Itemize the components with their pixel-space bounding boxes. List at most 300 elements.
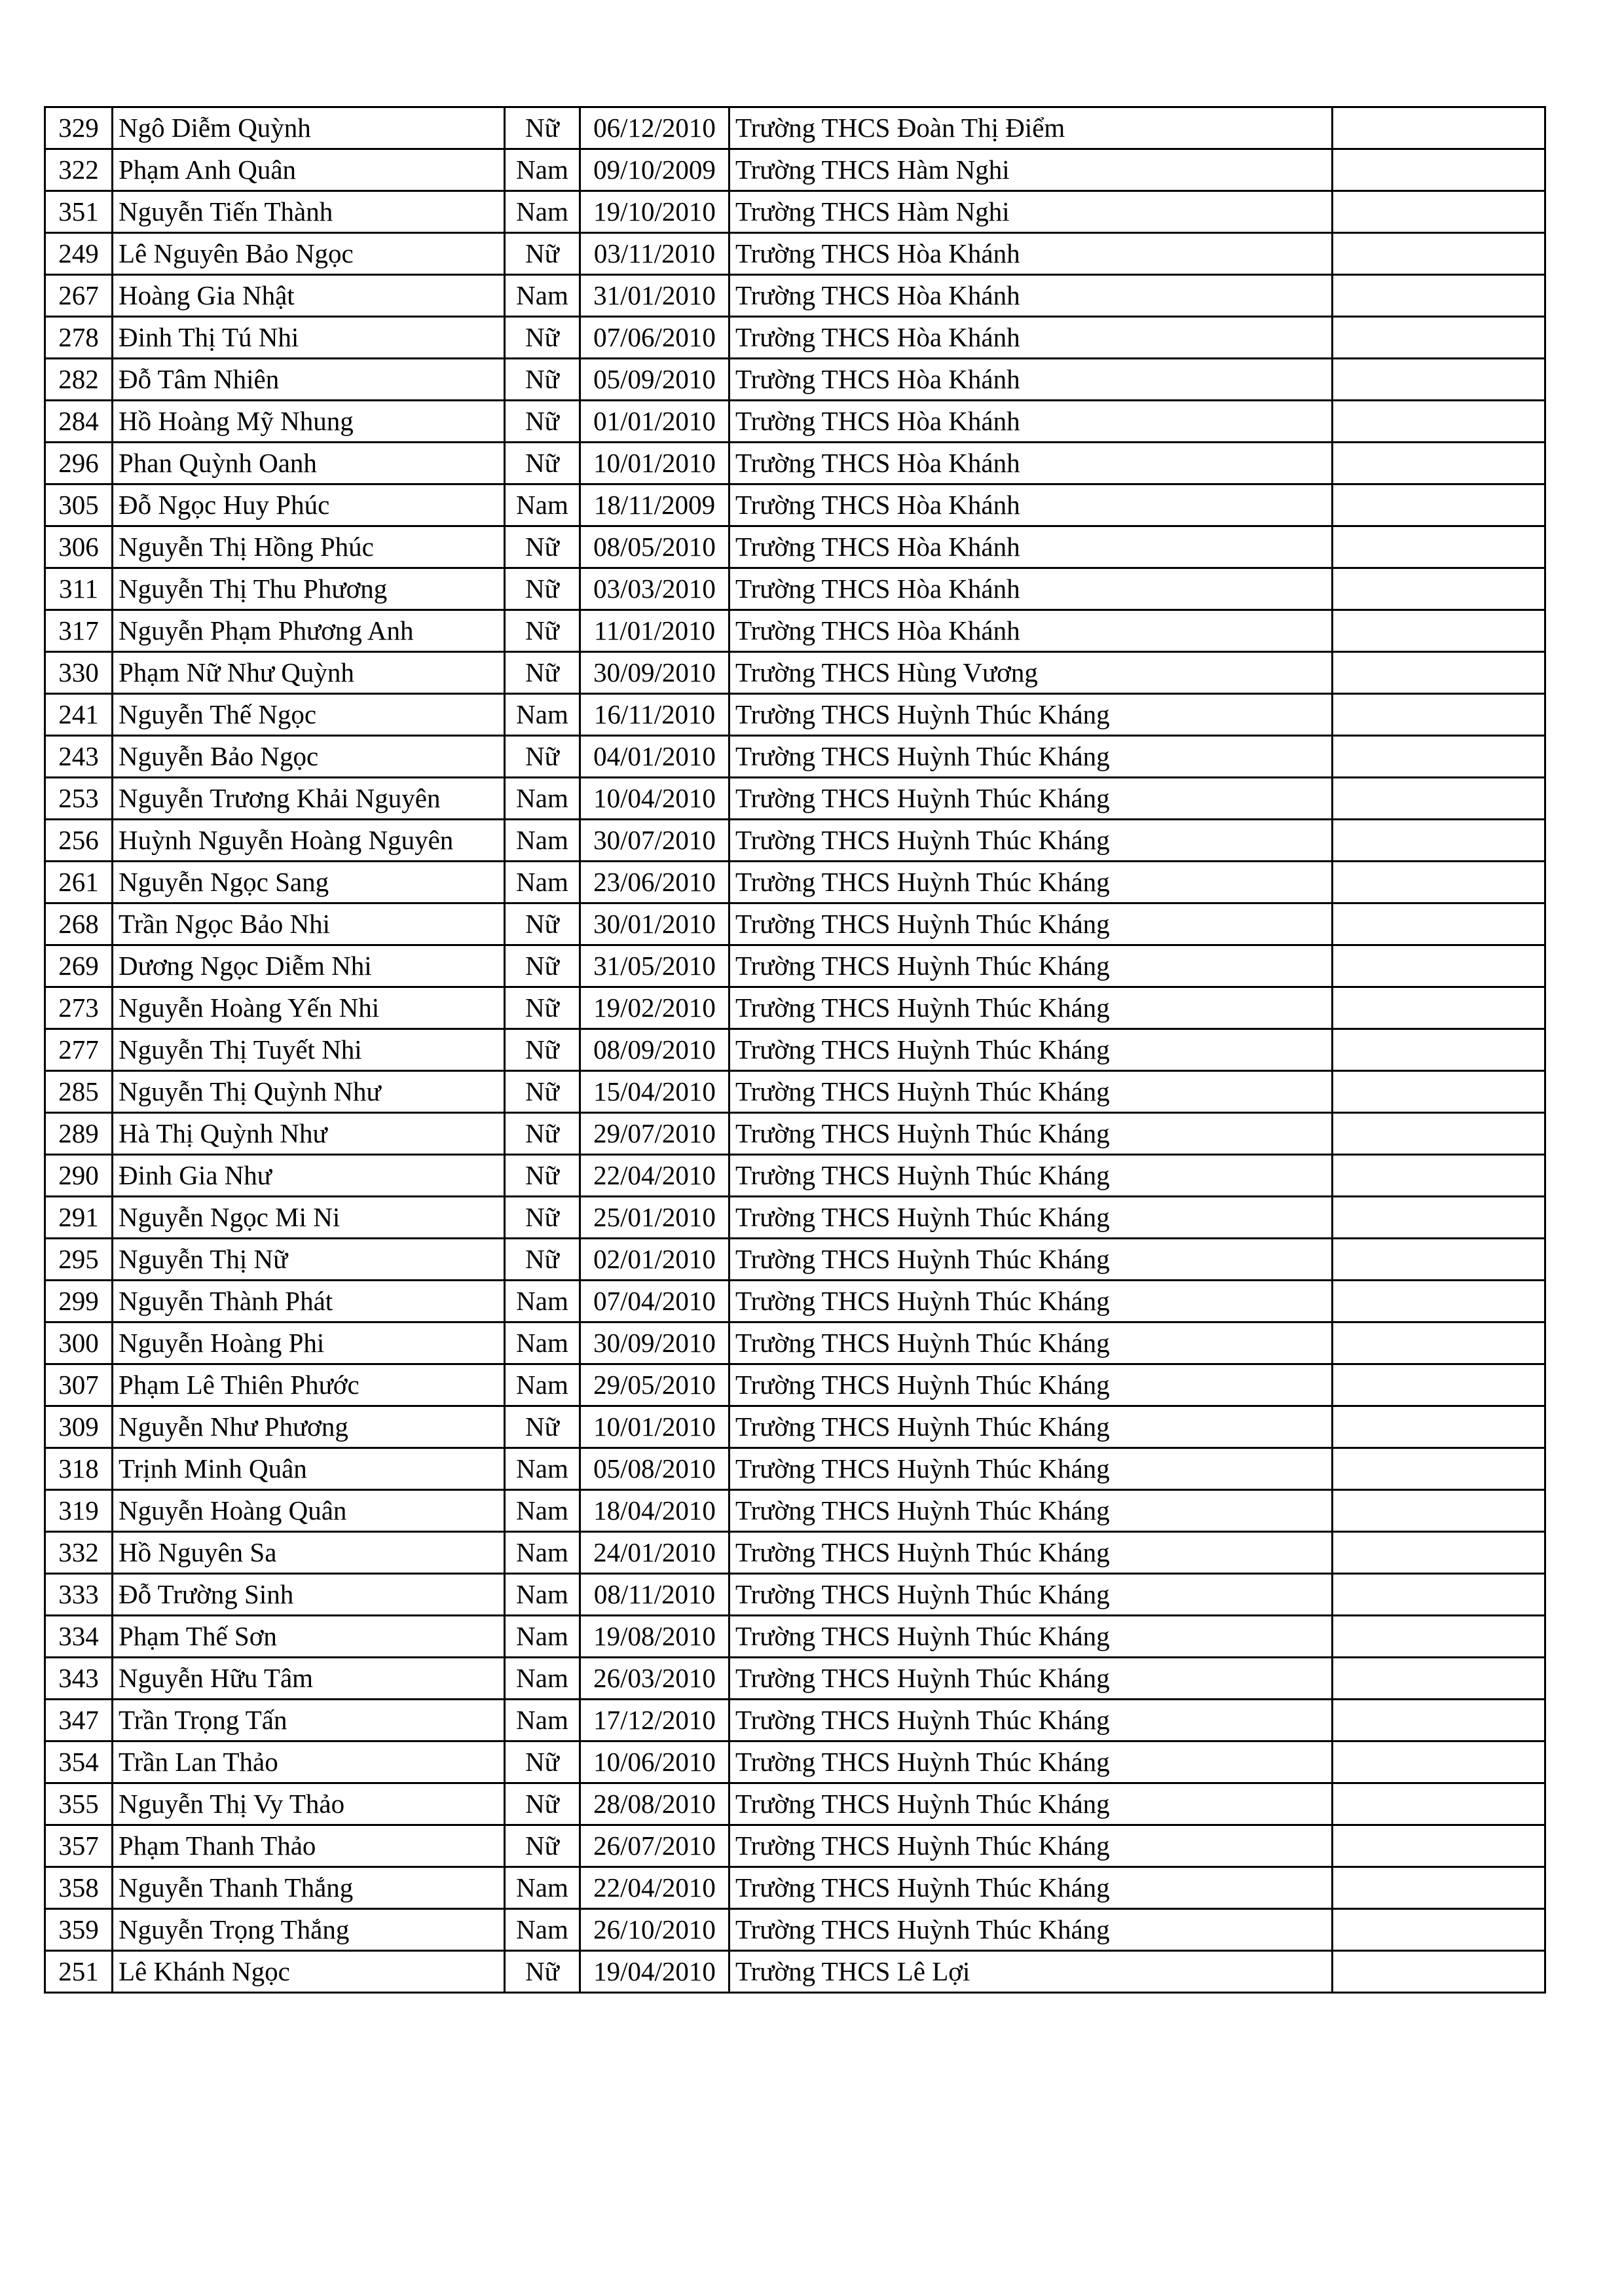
student-gender: Nữ	[505, 1783, 580, 1825]
student-birthdate: 17/12/2010	[580, 1700, 729, 1741]
student-name: Trần Lan Thảo	[113, 1741, 505, 1783]
student-note	[1333, 736, 1545, 778]
student-note	[1333, 1825, 1545, 1867]
student-school: Trường THCS Lê Lợi	[729, 1951, 1333, 1993]
row-number: 343	[45, 1658, 113, 1700]
student-birthdate: 18/04/2010	[580, 1490, 729, 1532]
student-birthdate: 10/04/2010	[580, 778, 729, 820]
student-note	[1333, 778, 1545, 820]
student-note	[1333, 694, 1545, 736]
student-gender: Nữ	[505, 1197, 580, 1239]
student-name: Nguyễn Hoàng Phi	[113, 1322, 505, 1364]
student-name: Nguyễn Thanh Thắng	[113, 1867, 505, 1909]
student-name: Nguyễn Trương Khải Nguyên	[113, 778, 505, 820]
row-number: 319	[45, 1490, 113, 1532]
student-gender: Nữ	[505, 359, 580, 401]
row-number: 277	[45, 1029, 113, 1071]
row-number: 306	[45, 526, 113, 568]
table-row	[45, 359, 1545, 401]
student-note	[1333, 149, 1545, 191]
student-birthdate: 19/08/2010	[580, 1616, 729, 1658]
student-birthdate: 30/01/2010	[580, 903, 729, 945]
student-school: Trường THCS Huỳnh Thúc Kháng	[729, 1406, 1333, 1448]
student-name: Trần Trọng Tấn	[113, 1700, 505, 1741]
student-gender: Nữ	[505, 1113, 580, 1155]
row-number: 296	[45, 443, 113, 484]
row-number: 354	[45, 1741, 113, 1783]
student-gender: Nam	[505, 149, 580, 191]
student-school: Trường THCS Huỳnh Thúc Kháng	[729, 945, 1333, 987]
student-gender: Nữ	[505, 401, 580, 443]
student-gender: Nữ	[505, 1155, 580, 1197]
student-note	[1333, 1658, 1545, 1700]
student-name: Hoàng Gia Nhật	[113, 275, 505, 317]
row-number: 243	[45, 736, 113, 778]
table-row	[45, 401, 1545, 443]
student-school: Trường THCS Huỳnh Thúc Kháng	[729, 987, 1333, 1029]
student-school: Trường THCS Hòa Khánh	[729, 610, 1333, 652]
student-name: Phạm Thế Sơn	[113, 1616, 505, 1658]
student-gender: Nam	[505, 1700, 580, 1741]
table-row	[45, 526, 1545, 568]
student-name: Nguyễn Phạm Phương Anh	[113, 610, 505, 652]
student-gender: Nữ	[505, 610, 580, 652]
row-number: 299	[45, 1281, 113, 1322]
student-gender: Nam	[505, 484, 580, 526]
student-gender: Nam	[505, 694, 580, 736]
student-gender: Nữ	[505, 736, 580, 778]
student-school: Trường THCS Hòa Khánh	[729, 275, 1333, 317]
student-note	[1333, 1113, 1545, 1155]
student-birthdate: 03/03/2010	[580, 568, 729, 610]
student-school: Trường THCS Huỳnh Thúc Kháng	[729, 778, 1333, 820]
student-school: Trường THCS Hòa Khánh	[729, 484, 1333, 526]
row-number: 358	[45, 1867, 113, 1909]
table-row	[45, 903, 1545, 945]
student-birthdate: 19/10/2010	[580, 191, 729, 233]
student-name: Đỗ Trường Sinh	[113, 1574, 505, 1616]
student-name: Đinh Thị Tú Nhi	[113, 317, 505, 359]
student-note	[1333, 1197, 1545, 1239]
table-row	[45, 191, 1545, 233]
row-number: 282	[45, 359, 113, 401]
student-note	[1333, 1700, 1545, 1741]
student-school: Trường THCS Hòa Khánh	[729, 317, 1333, 359]
table-row	[45, 778, 1545, 820]
student-gender: Nam	[505, 191, 580, 233]
student-name: Nguyễn Tiến Thành	[113, 191, 505, 233]
student-note	[1333, 652, 1545, 694]
student-gender: Nữ	[505, 443, 580, 484]
student-note	[1333, 401, 1545, 443]
student-gender: Nữ	[505, 1951, 580, 1993]
row-number: 268	[45, 903, 113, 945]
student-name: Phạm Nữ Như Quỳnh	[113, 652, 505, 694]
table-row	[45, 945, 1545, 987]
student-school: Trường THCS Huỳnh Thúc Kháng	[729, 1867, 1333, 1909]
student-name: Nguyễn Thị Quỳnh Như	[113, 1071, 505, 1113]
row-number: 253	[45, 778, 113, 820]
row-number: 295	[45, 1239, 113, 1281]
student-birthdate: 22/04/2010	[580, 1155, 729, 1197]
student-note	[1333, 359, 1545, 401]
student-school: Trường THCS Hòa Khánh	[729, 568, 1333, 610]
student-birthdate: 19/02/2010	[580, 987, 729, 1029]
student-school: Trường THCS Huỳnh Thúc Kháng	[729, 1155, 1333, 1197]
student-name: Nguyễn Trọng Thắng	[113, 1909, 505, 1951]
student-gender: Nữ	[505, 1029, 580, 1071]
table-row	[45, 1448, 1545, 1490]
student-birthdate: 15/04/2010	[580, 1071, 729, 1113]
student-name: Phan Quỳnh Oanh	[113, 443, 505, 484]
student-birthdate: 30/09/2010	[580, 652, 729, 694]
table-row	[45, 1239, 1545, 1281]
student-birthdate: 11/01/2010	[580, 610, 729, 652]
row-number: 318	[45, 1448, 113, 1490]
student-gender: Nam	[505, 1281, 580, 1322]
student-birthdate: 19/04/2010	[580, 1951, 729, 1993]
student-note	[1333, 1071, 1545, 1113]
student-school: Trường THCS Hàm Nghi	[729, 149, 1333, 191]
row-number: 285	[45, 1071, 113, 1113]
student-name: Ngô Diễm Quỳnh	[113, 107, 505, 149]
table-row	[45, 1281, 1545, 1322]
table-row	[45, 1867, 1545, 1909]
table-row	[45, 107, 1545, 149]
table-row	[45, 1364, 1545, 1406]
student-school: Trường THCS Huỳnh Thúc Kháng	[729, 1029, 1333, 1071]
student-note	[1333, 1448, 1545, 1490]
student-note	[1333, 1490, 1545, 1532]
student-school: Trường THCS Huỳnh Thúc Kháng	[729, 1364, 1333, 1406]
student-name: Đinh Gia Như	[113, 1155, 505, 1197]
table-row	[45, 1532, 1545, 1574]
student-note	[1333, 443, 1545, 484]
student-gender: Nam	[505, 1658, 580, 1700]
student-birthdate: 31/05/2010	[580, 945, 729, 987]
student-gender: Nam	[505, 1532, 580, 1574]
student-gender: Nữ	[505, 987, 580, 1029]
student-school: Trường THCS Huỳnh Thúc Kháng	[729, 1574, 1333, 1616]
student-school: Trường THCS Hòa Khánh	[729, 443, 1333, 484]
student-name: Nguyễn Bảo Ngọc	[113, 736, 505, 778]
student-name: Huỳnh Nguyễn Hoàng Nguyên	[113, 820, 505, 862]
student-note	[1333, 903, 1545, 945]
student-school: Trường THCS Huỳnh Thúc Kháng	[729, 1281, 1333, 1322]
student-birthdate: 01/01/2010	[580, 401, 729, 443]
table-row	[45, 1700, 1545, 1741]
student-school: Trường THCS Huỳnh Thúc Kháng	[729, 1071, 1333, 1113]
student-note	[1333, 526, 1545, 568]
row-number: 284	[45, 401, 113, 443]
student-name: Nguyễn Ngọc Mi Ni	[113, 1197, 505, 1239]
student-gender: Nam	[505, 1616, 580, 1658]
student-gender: Nam	[505, 1364, 580, 1406]
student-school: Trường THCS Huỳnh Thúc Kháng	[729, 1322, 1333, 1364]
table-row	[45, 568, 1545, 610]
student-birthdate: 03/11/2010	[580, 233, 729, 275]
student-school: Trường THCS Huỳnh Thúc Kháng	[729, 1825, 1333, 1867]
row-number: 261	[45, 862, 113, 903]
student-gender: Nam	[505, 1574, 580, 1616]
student-school: Trường THCS Huỳnh Thúc Kháng	[729, 1239, 1333, 1281]
student-name: Đỗ Tâm Nhiên	[113, 359, 505, 401]
student-birthdate: 23/06/2010	[580, 862, 729, 903]
row-number: 251	[45, 1951, 113, 1993]
row-number: 357	[45, 1825, 113, 1867]
student-note	[1333, 1406, 1545, 1448]
student-gender: Nữ	[505, 233, 580, 275]
student-name: Trịnh Minh Quân	[113, 1448, 505, 1490]
row-number: 334	[45, 1616, 113, 1658]
student-gender: Nam	[505, 1322, 580, 1364]
student-note	[1333, 1741, 1545, 1783]
row-number: 332	[45, 1532, 113, 1574]
row-number: 273	[45, 987, 113, 1029]
student-school: Trường THCS Hòa Khánh	[729, 401, 1333, 443]
table-row	[45, 736, 1545, 778]
student-note	[1333, 862, 1545, 903]
table-row	[45, 317, 1545, 359]
student-note	[1333, 317, 1545, 359]
student-gender: Nữ	[505, 568, 580, 610]
student-gender: Nam	[505, 778, 580, 820]
student-school: Trường THCS Huỳnh Thúc Kháng	[729, 862, 1333, 903]
student-birthdate: 30/09/2010	[580, 1322, 729, 1364]
student-note	[1333, 1281, 1545, 1322]
table-row	[45, 1113, 1545, 1155]
student-note	[1333, 1029, 1545, 1071]
student-school: Trường THCS Huỳnh Thúc Kháng	[729, 820, 1333, 862]
student-note	[1333, 275, 1545, 317]
table-row	[45, 1616, 1545, 1658]
student-birthdate: 09/10/2009	[580, 149, 729, 191]
student-name: Nguyễn Thị Tuyết Nhi	[113, 1029, 505, 1071]
student-gender: Nữ	[505, 945, 580, 987]
student-birthdate: 07/04/2010	[580, 1281, 729, 1322]
student-name: Nguyễn Hoàng Quân	[113, 1490, 505, 1532]
row-number: 300	[45, 1322, 113, 1364]
student-school: Trường THCS Hùng Vương	[729, 652, 1333, 694]
student-birthdate: 06/12/2010	[580, 107, 729, 149]
student-gender: Nữ	[505, 526, 580, 568]
table-row	[45, 1029, 1545, 1071]
student-gender: Nam	[505, 1909, 580, 1951]
student-note	[1333, 1364, 1545, 1406]
table-row	[45, 1322, 1545, 1364]
student-gender: Nam	[505, 1867, 580, 1909]
student-note	[1333, 610, 1545, 652]
table-row	[45, 1155, 1545, 1197]
student-name: Lê Khánh Ngọc	[113, 1951, 505, 1993]
student-name: Nguyễn Hoàng Yến Nhi	[113, 987, 505, 1029]
student-birthdate: 10/01/2010	[580, 1406, 729, 1448]
row-number: 330	[45, 652, 113, 694]
student-school: Trường THCS Huỳnh Thúc Kháng	[729, 1700, 1333, 1741]
student-school: Trường THCS Huỳnh Thúc Kháng	[729, 1448, 1333, 1490]
student-name: Hồ Hoàng Mỹ Nhung	[113, 401, 505, 443]
student-name: Dương Ngọc Diễm Nhi	[113, 945, 505, 987]
student-note	[1333, 987, 1545, 1029]
student-gender: Nữ	[505, 652, 580, 694]
row-number: 307	[45, 1364, 113, 1406]
roster-body	[45, 107, 1545, 1993]
student-birthdate: 26/03/2010	[580, 1658, 729, 1700]
row-number: 347	[45, 1700, 113, 1741]
student-school: Trường THCS Huỳnh Thúc Kháng	[729, 1741, 1333, 1783]
student-gender: Nữ	[505, 107, 580, 149]
table-row	[45, 233, 1545, 275]
row-number: 317	[45, 610, 113, 652]
student-note	[1333, 1239, 1545, 1281]
student-school: Trường THCS Huỳnh Thúc Kháng	[729, 1616, 1333, 1658]
student-birthdate: 26/10/2010	[580, 1909, 729, 1951]
student-school: Trường THCS Huỳnh Thúc Kháng	[729, 1197, 1333, 1239]
student-school: Trường THCS Huỳnh Thúc Kháng	[729, 694, 1333, 736]
table-row	[45, 1825, 1545, 1867]
row-number: 359	[45, 1909, 113, 1951]
student-school: Trường THCS Huỳnh Thúc Kháng	[729, 1113, 1333, 1155]
student-note	[1333, 1155, 1545, 1197]
student-gender: Nữ	[505, 317, 580, 359]
table-row	[45, 443, 1545, 484]
student-birthdate: 02/01/2010	[580, 1239, 729, 1281]
table-row	[45, 1406, 1545, 1448]
student-birthdate: 26/07/2010	[580, 1825, 729, 1867]
student-birthdate: 08/09/2010	[580, 1029, 729, 1071]
row-number: 256	[45, 820, 113, 862]
student-birthdate: 18/11/2009	[580, 484, 729, 526]
student-birthdate: 10/06/2010	[580, 1741, 729, 1783]
student-name: Hà Thị Quỳnh Như	[113, 1113, 505, 1155]
student-name: Nguyễn Thị Thu Phương	[113, 568, 505, 610]
student-birthdate: 07/06/2010	[580, 317, 729, 359]
row-number: 267	[45, 275, 113, 317]
student-school: Trường THCS Hòa Khánh	[729, 233, 1333, 275]
student-birthdate: 08/11/2010	[580, 1574, 729, 1616]
student-gender: Nữ	[505, 1406, 580, 1448]
student-name: Nguyễn Thị Vy Thảo	[113, 1783, 505, 1825]
row-number: 269	[45, 945, 113, 987]
student-note	[1333, 568, 1545, 610]
student-note	[1333, 945, 1545, 987]
student-name: Nguyễn Thị Hồng Phúc	[113, 526, 505, 568]
student-note	[1333, 1951, 1545, 1993]
student-school: Trường THCS Huỳnh Thúc Kháng	[729, 1909, 1333, 1951]
table-row	[45, 1574, 1545, 1616]
table-row	[45, 149, 1545, 191]
row-number: 351	[45, 191, 113, 233]
student-note	[1333, 1532, 1545, 1574]
row-number: 241	[45, 694, 113, 736]
student-birthdate: 05/08/2010	[580, 1448, 729, 1490]
student-gender: Nam	[505, 275, 580, 317]
row-number: 309	[45, 1406, 113, 1448]
student-note	[1333, 820, 1545, 862]
table-row	[45, 694, 1545, 736]
student-birthdate: 31/01/2010	[580, 275, 729, 317]
row-number: 322	[45, 149, 113, 191]
student-name: Phạm Lê Thiên Phước	[113, 1364, 505, 1406]
student-name: Nguyễn Thành Phát	[113, 1281, 505, 1322]
student-note	[1333, 233, 1545, 275]
student-name: Nguyễn Thế Ngọc	[113, 694, 505, 736]
row-number: 290	[45, 1155, 113, 1197]
student-school: Trường THCS Huỳnh Thúc Kháng	[729, 903, 1333, 945]
student-note	[1333, 191, 1545, 233]
student-note	[1333, 1783, 1545, 1825]
row-number: 289	[45, 1113, 113, 1155]
student-roster-table	[44, 106, 1546, 1994]
student-birthdate: 25/01/2010	[580, 1197, 729, 1239]
table-row	[45, 1783, 1545, 1825]
student-birthdate: 28/08/2010	[580, 1783, 729, 1825]
student-school: Trường THCS Huỳnh Thúc Kháng	[729, 736, 1333, 778]
student-school: Trường THCS Huỳnh Thúc Kháng	[729, 1658, 1333, 1700]
student-note	[1333, 1616, 1545, 1658]
student-note	[1333, 484, 1545, 526]
student-school: Trường THCS Huỳnh Thúc Kháng	[729, 1532, 1333, 1574]
row-number: 333	[45, 1574, 113, 1616]
table-row	[45, 1909, 1545, 1951]
student-school: Trường THCS Hòa Khánh	[729, 526, 1333, 568]
student-gender: Nam	[505, 1490, 580, 1532]
table-row	[45, 652, 1545, 694]
student-note	[1333, 1867, 1545, 1909]
student-gender: Nam	[505, 1448, 580, 1490]
student-note	[1333, 1322, 1545, 1364]
student-birthdate: 30/07/2010	[580, 820, 729, 862]
table-row	[45, 862, 1545, 903]
student-birthdate: 04/01/2010	[580, 736, 729, 778]
row-number: 249	[45, 233, 113, 275]
table-row	[45, 1741, 1545, 1783]
table-row	[45, 820, 1545, 862]
table-row	[45, 1490, 1545, 1532]
student-name: Nguyễn Như Phương	[113, 1406, 505, 1448]
student-name: Nguyễn Ngọc Sang	[113, 862, 505, 903]
student-name: Đỗ Ngọc Huy Phúc	[113, 484, 505, 526]
student-gender: Nữ	[505, 1071, 580, 1113]
row-number: 278	[45, 317, 113, 359]
student-birthdate: 29/07/2010	[580, 1113, 729, 1155]
student-note	[1333, 107, 1545, 149]
student-school: Trường THCS Đoàn Thị Điểm	[729, 107, 1333, 149]
table-row	[45, 1951, 1545, 1993]
student-name: Nguyễn Hữu Tâm	[113, 1658, 505, 1700]
student-birthdate: 22/04/2010	[580, 1867, 729, 1909]
row-number: 311	[45, 568, 113, 610]
student-school: Trường THCS Hòa Khánh	[729, 359, 1333, 401]
student-birthdate: 29/05/2010	[580, 1364, 729, 1406]
row-number: 329	[45, 107, 113, 149]
student-name: Lê Nguyên Bảo Ngọc	[113, 233, 505, 275]
table-row	[45, 1197, 1545, 1239]
row-number: 355	[45, 1783, 113, 1825]
student-birthdate: 05/09/2010	[580, 359, 729, 401]
student-note	[1333, 1909, 1545, 1951]
student-birthdate: 08/05/2010	[580, 526, 729, 568]
student-school: Trường THCS Hàm Nghi	[729, 191, 1333, 233]
student-name: Trần Ngọc Bảo Nhi	[113, 903, 505, 945]
student-name: Nguyễn Thị Nữ	[113, 1239, 505, 1281]
table-row	[45, 484, 1545, 526]
table-row	[45, 987, 1545, 1029]
student-school: Trường THCS Huỳnh Thúc Kháng	[729, 1490, 1333, 1532]
student-birthdate: 16/11/2010	[580, 694, 729, 736]
student-gender: Nữ	[505, 1239, 580, 1281]
row-number: 291	[45, 1197, 113, 1239]
